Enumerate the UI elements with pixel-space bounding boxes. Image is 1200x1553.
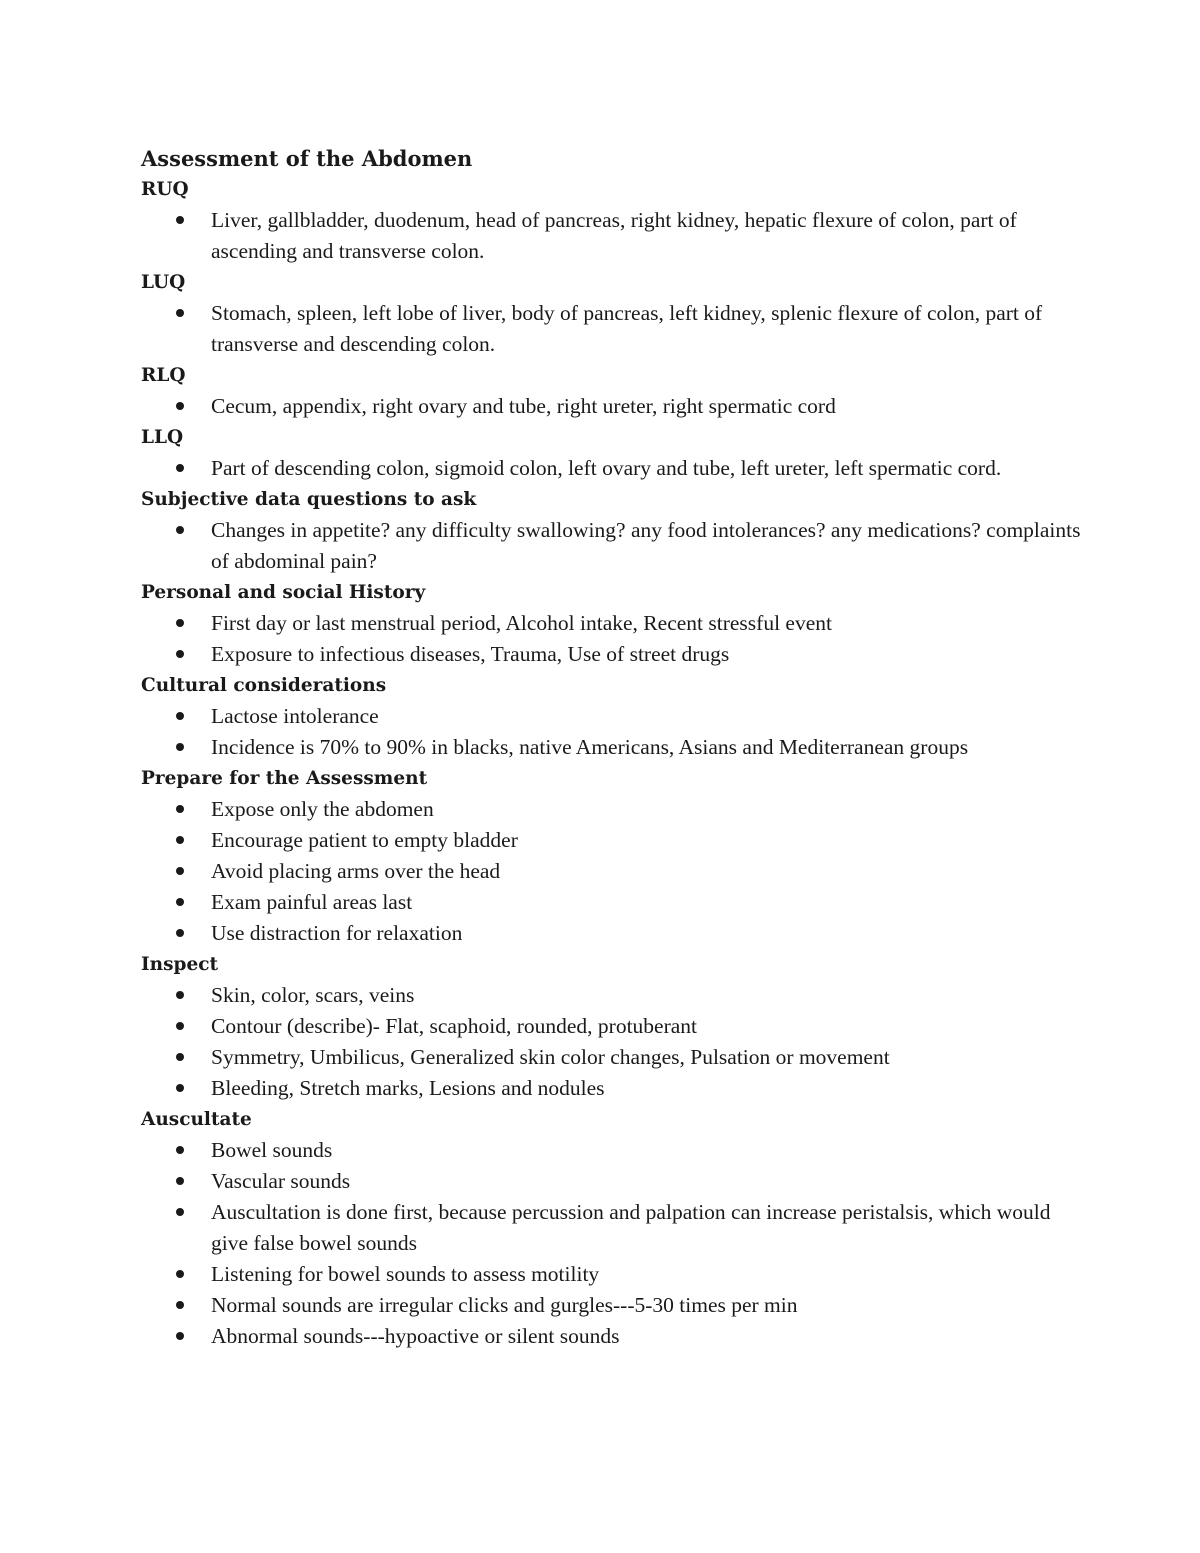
bullet-dot-icon [176,619,184,627]
document-content [141,143,1081,1352]
bullet-text: Bleeding, Stretch marks, Lesions and nodules [211,1076,605,1100]
section-heading: Prepare for the Assessment [141,768,428,789]
bullet-dot-icon [176,1332,184,1340]
bullet-text: First day or last menstrual period, Alcohol intake, Recent stressful event [211,611,832,635]
bullet-text: Incidence is 70% to 90% in blacks, native Americans, Asians and Mediterranean groups [211,735,969,759]
bullet-text: Part of descending colon, sigmoid colon, left ovary and tube, left ureter, left spermatic cord. [211,456,1002,480]
bullet-item [141,515,1081,577]
bullet-text: Liver, gallbladder, duodenum, head of pancreas, right kidney, hepatic flexure of colon, part of ascending and transverse colon. [211,208,1017,263]
section-heading: RLQ [141,365,186,386]
section-heading: Inspect [141,954,219,975]
bullet-dot-icon [176,464,184,472]
bullet-list [141,794,1071,949]
section-heading: Cultural considerations [141,675,387,696]
bullet-text: Cecum, appendix, right ovary and tube, right ureter, right spermatic cord [211,394,836,418]
bullet-item [141,1321,1071,1352]
bullet-item [141,1166,1071,1197]
section-block [141,267,1071,360]
bullet-dot-icon [176,712,184,720]
bullet-dot-icon [176,1022,184,1030]
section-heading: LUQ [141,272,186,293]
bullet-item [141,1290,1071,1321]
bullet-item [141,1197,1081,1259]
bullet-list [141,453,1071,484]
bullet-item [141,732,1071,763]
bullet-item [141,856,1071,887]
bullet-text: Contour (describe)- Flat, scaphoid, rounded, protuberant [211,1014,698,1038]
bullet-text: Exposure to infectious diseases, Trauma, Use of street drugs [211,642,730,666]
bullet-text: Auscultation is done first, because percussion and palpation can increase peristalsis, which would give false bowel sounds [211,1200,1051,1255]
bullet-item [141,608,1071,639]
section-block [141,484,1081,577]
bullet-text: Vascular sounds [211,1169,351,1193]
section-block [141,1104,1071,1352]
bullet-text: Encourage patient to empty bladder [211,828,518,852]
bullet-dot-icon [176,743,184,751]
section-block [141,763,1071,949]
bullet-item [141,639,1071,670]
bullet-item [141,918,1071,949]
bullet-dot-icon [176,650,184,658]
bullet-text: Expose only the abdomen [211,797,434,821]
bullet-text: Lactose intolerance [211,704,379,728]
bullet-text: Listening for bowel sounds to assess motility [211,1262,600,1286]
section-block [141,949,1071,1104]
bullet-item [141,1135,1071,1166]
bullet-item [141,391,1071,422]
bullet-dot-icon [176,1084,184,1092]
bullet-text: Abnormal sounds---hypoactive or silent sounds [211,1324,620,1348]
bullet-dot-icon [176,836,184,844]
bullet-text: Normal sounds are irregular clicks and gurgles---5-30 times per min [211,1293,798,1317]
bullet-dot-icon [176,1270,184,1278]
bullet-item [141,453,1081,484]
bullet-item [141,980,1071,1011]
document-title: Assessment of the Abdomen [141,146,473,171]
section-heading: RUQ [141,179,189,200]
bullet-item [141,701,1071,732]
bullet-dot-icon [176,1146,184,1154]
section-heading: LLQ [141,427,184,448]
bullet-dot-icon [176,1177,184,1185]
bullet-text: Stomach, spleen, left lobe of liver, body of pancreas, left kidney, splenic flexure of colon, part of transverse and descending colon. [211,301,1043,356]
bullet-text: Exam painful areas last [211,890,413,914]
bullet-list [141,980,1071,1104]
section-block [141,360,1071,422]
bullet-list [141,391,1071,422]
bullet-dot-icon [176,309,184,317]
section-block [141,422,1071,484]
section-heading: Personal and social History [141,582,426,603]
document-sections [141,174,1081,1352]
bullet-item [141,205,1081,267]
bullet-list [141,1135,1071,1352]
bullet-dot-icon [176,1208,184,1216]
bullet-list [141,608,1071,670]
section-block [141,670,1071,763]
bullet-item [141,1259,1071,1290]
bullet-item [141,794,1071,825]
bullet-text: Bowel sounds [211,1138,333,1162]
bullet-list [141,701,1071,763]
bullet-item [141,1073,1071,1104]
bullet-dot-icon [176,805,184,813]
bullet-text: Use distraction for relaxation [211,921,463,945]
bullet-item [141,887,1071,918]
bullet-list [141,205,1071,267]
bullet-text: Symmetry, Umbilicus, Generalized skin color changes, Pulsation or movement [211,1045,890,1069]
bullet-dot-icon [176,1053,184,1061]
bullet-dot-icon [176,216,184,224]
section-block [141,174,1071,267]
bullet-text: Skin, color, scars, veins [211,983,415,1007]
bullet-dot-icon [176,867,184,875]
bullet-item [141,1042,1071,1073]
bullet-list [141,298,1071,360]
bullet-list [141,515,1081,577]
bullet-item [141,298,1081,360]
section-block [141,577,1071,670]
bullet-dot-icon [176,1301,184,1309]
bullet-dot-icon [176,929,184,937]
section-heading: Subjective data questions to ask [141,489,477,510]
section-heading: Auscultate [141,1109,252,1130]
bullet-item [141,825,1071,856]
bullet-dot-icon [176,402,184,410]
bullet-text: Changes in appetite? any difficulty swallowing? any food intolerances? any medications? complaints of abdominal pain? [211,518,1081,573]
bullet-dot-icon [176,991,184,999]
bullet-text: Avoid placing arms over the head [211,859,501,883]
bullet-dot-icon [176,526,184,534]
bullet-dot-icon [176,898,184,906]
bullet-item [141,1011,1071,1042]
